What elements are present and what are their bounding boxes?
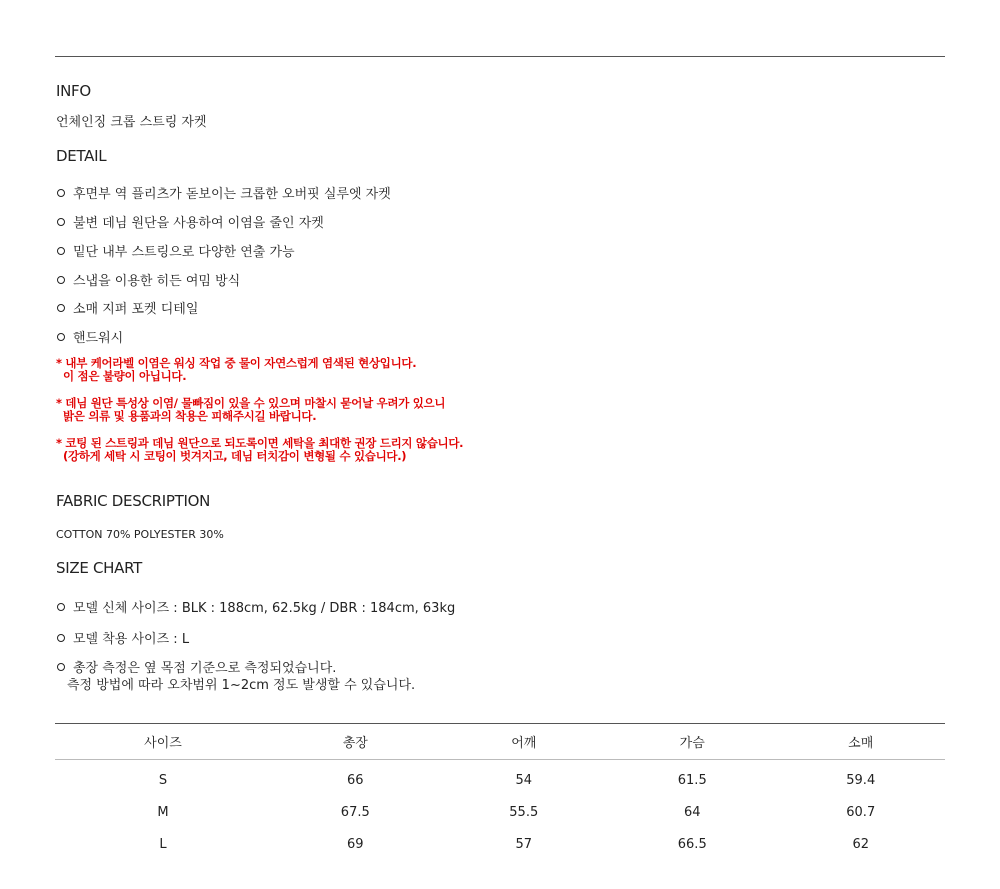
measure-note: 총장 측정은 옆 목점 기준으로 측정되었습니다. 측정 방법에 따라 오차범위 1~2cm 정도 발생할 수 있습니다. [57, 660, 415, 694]
circle-bullet-icon [57, 276, 65, 284]
table-row [55, 760, 945, 797]
fabric-composition: COTTON 70% POLYESTER 30% [56, 528, 224, 541]
circle-bullet-icon [57, 333, 65, 341]
header-length: 총장 [342, 736, 368, 751]
size-chart-heading: SIZE CHART [56, 559, 142, 577]
circle-bullet-icon [57, 634, 65, 642]
header-chest: 가슴 [679, 736, 705, 751]
care-notice: * 내부 케어라벨 이염은 워싱 작업 중 물이 자연스럽게 염색된 현상입니다. 이 점은 불량이 아닙니다. [56, 356, 417, 383]
detail-heading: DETAIL [56, 147, 107, 165]
care-notice: * 코팅 된 스트링과 데님 원단으로 되도록이면 세탁을 최대한 권장 드리지 않습니다. (강하게 세탁 시 코팅이 벗겨지고, 데님 터치감이 변형될 수 있습니다.) [56, 436, 464, 463]
header-size: 사이즈 [144, 736, 182, 751]
circle-bullet-icon [57, 218, 65, 226]
detail-bullet: 핸드워시 [57, 327, 123, 346]
detail-bullet: 소매 지퍼 포켓 디테일 [57, 298, 198, 317]
table-cell: 59.4 [846, 772, 876, 788]
detail-bullet: 불변 데님 원단을 사용하여 이염을 줄인 자켓 [57, 212, 324, 231]
table-cell: 60.7 [846, 804, 876, 820]
detail-bullet: 밑단 내부 스트링으로 다양한 연출 가능 [57, 241, 295, 260]
circle-bullet-icon [57, 304, 65, 312]
table-cell: S [158, 772, 168, 788]
circle-bullet-icon [57, 247, 65, 255]
circle-bullet-icon [57, 603, 65, 611]
model-wear-size: 모델 착용 사이즈 : L [57, 628, 189, 647]
size-table [55, 723, 945, 860]
top-divider [55, 56, 945, 57]
info-heading: INFO [56, 82, 91, 100]
table-cell: 67.5 [340, 804, 370, 820]
header-shoulder: 어깨 [511, 736, 537, 751]
table-cell: 57 [515, 836, 533, 852]
circle-bullet-icon [57, 189, 65, 197]
table-cell: 69 [347, 836, 364, 852]
table-cell: M [157, 804, 169, 820]
table-cell: 62 [852, 836, 870, 852]
care-notice: * 데님 원단 특성상 이염/ 물빠짐이 있을 수 있으며 마찰시 묻어날 우려가 있으니 밝은 의류 및 용품과의 착용은 피해주시길 바랍니다. [56, 396, 446, 423]
detail-bullet: 스냅을 이용한 히든 여밈 방식 [57, 270, 240, 289]
table-cell: 55.5 [509, 804, 539, 820]
table-cell: 66.5 [677, 836, 707, 852]
table-cell: L [159, 836, 167, 852]
product-name: 언체인징 크롭 스트링 자켓 [56, 115, 207, 130]
table-cell: 66 [347, 772, 364, 788]
fabric-heading: FABRIC DESCRIPTION [56, 492, 211, 510]
detail-bullet: 후면부 역 플리츠가 돋보이는 크롭한 오버핏 실루엣 자켓 [57, 183, 391, 202]
table-row [55, 796, 945, 828]
table-cell: 54 [515, 772, 533, 788]
size-table-header [55, 724, 945, 760]
header-sleeve: 소매 [848, 736, 874, 751]
table-row [55, 828, 945, 860]
circle-bullet-icon [57, 663, 65, 671]
table-cell: 64 [683, 804, 701, 820]
model-body-size: 모델 신체 사이즈 : BLK : 188cm, 62.5kg / DBR : 184cm, 63kg [57, 597, 455, 616]
table-cell: 61.5 [677, 772, 707, 788]
